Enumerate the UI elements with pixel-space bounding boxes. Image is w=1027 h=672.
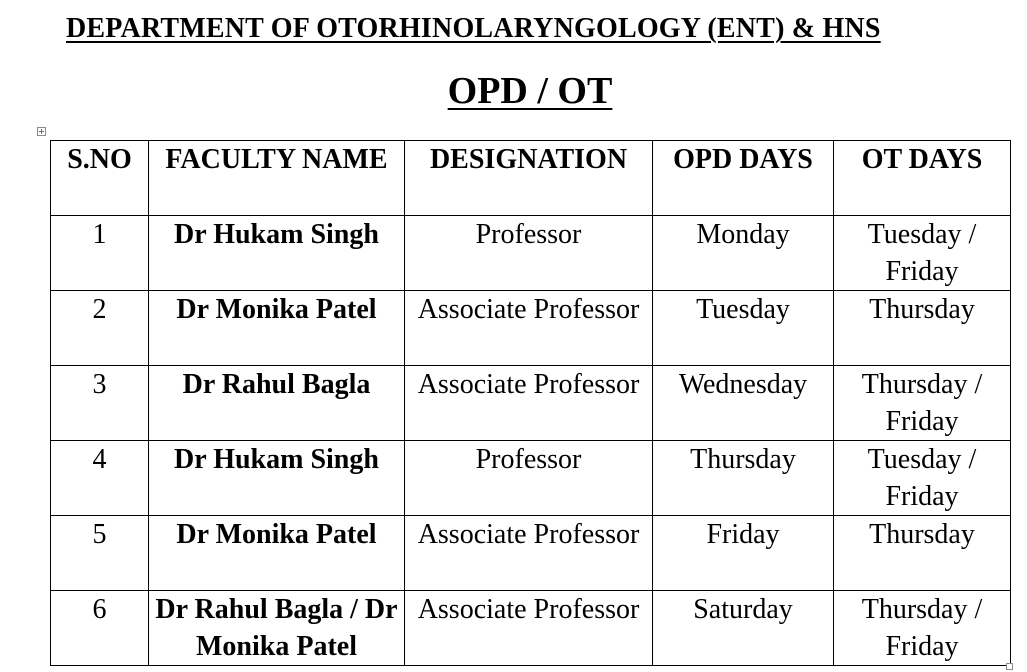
cell-faculty-name: Dr Monika Patel (149, 291, 405, 366)
cell-opd-days: Thursday (653, 441, 834, 516)
cell-designation: Professor (405, 441, 653, 516)
column-header-sno: S.NO (51, 141, 149, 216)
column-header-designation: DESIGNATION (405, 141, 653, 216)
cell-designation: Professor (405, 216, 653, 291)
cell-sno: 2 (51, 291, 149, 366)
cell-ot-days: Tuesday / Friday (834, 216, 1011, 291)
cell-sno: 6 (51, 591, 149, 666)
cell-ot-days: Thursday / Friday (834, 366, 1011, 441)
cell-faculty-name: Dr Rahul Bagla / Dr Monika Patel (149, 591, 405, 666)
table-row (51, 516, 1011, 591)
column-header-opd-days: OPD DAYS (653, 141, 834, 216)
move-handle-icon[interactable] (37, 127, 46, 136)
department-title: DEPARTMENT OF OTORHINOLARYNGOLOGY (ENT) & HNS (66, 13, 881, 44)
cell-ot-days: Thursday (834, 291, 1011, 366)
table-row (51, 216, 1011, 291)
cell-opd-days: Tuesday (653, 291, 834, 366)
cell-designation: Associate Professor (405, 366, 653, 441)
cell-ot-days: Thursday / Friday (834, 591, 1011, 666)
schedule-table (50, 140, 1011, 666)
cell-sno: 5 (51, 516, 149, 591)
cell-opd-days: Monday (653, 216, 834, 291)
table-row (51, 591, 1011, 666)
cell-designation: Associate Professor (405, 291, 653, 366)
cell-faculty-name: Dr Monika Patel (149, 516, 405, 591)
cell-opd-days: Saturday (653, 591, 834, 666)
column-header-ot-days: OT DAYS (834, 141, 1011, 216)
column-header-faculty-name: FACULTY NAME (149, 141, 405, 216)
cell-sno: 4 (51, 441, 149, 516)
cell-sno: 1 (51, 216, 149, 291)
cell-ot-days: Tuesday / Friday (834, 441, 1011, 516)
table-header-row (51, 141, 1011, 216)
resize-handle-icon[interactable] (1006, 663, 1013, 670)
table-row (51, 291, 1011, 366)
cell-faculty-name: Dr Hukam Singh (149, 441, 405, 516)
cell-faculty-name: Dr Hukam Singh (149, 216, 405, 291)
cell-faculty-name: Dr Rahul Bagla (149, 366, 405, 441)
table-row (51, 441, 1011, 516)
cell-designation: Associate Professor (405, 591, 653, 666)
cell-ot-days: Thursday (834, 516, 1011, 591)
cell-sno: 3 (51, 366, 149, 441)
page-subtitle: OPD / OT (447, 70, 613, 112)
cell-designation: Associate Professor (405, 516, 653, 591)
cell-opd-days: Friday (653, 516, 834, 591)
cell-opd-days: Wednesday (653, 366, 834, 441)
table-row (51, 366, 1011, 441)
